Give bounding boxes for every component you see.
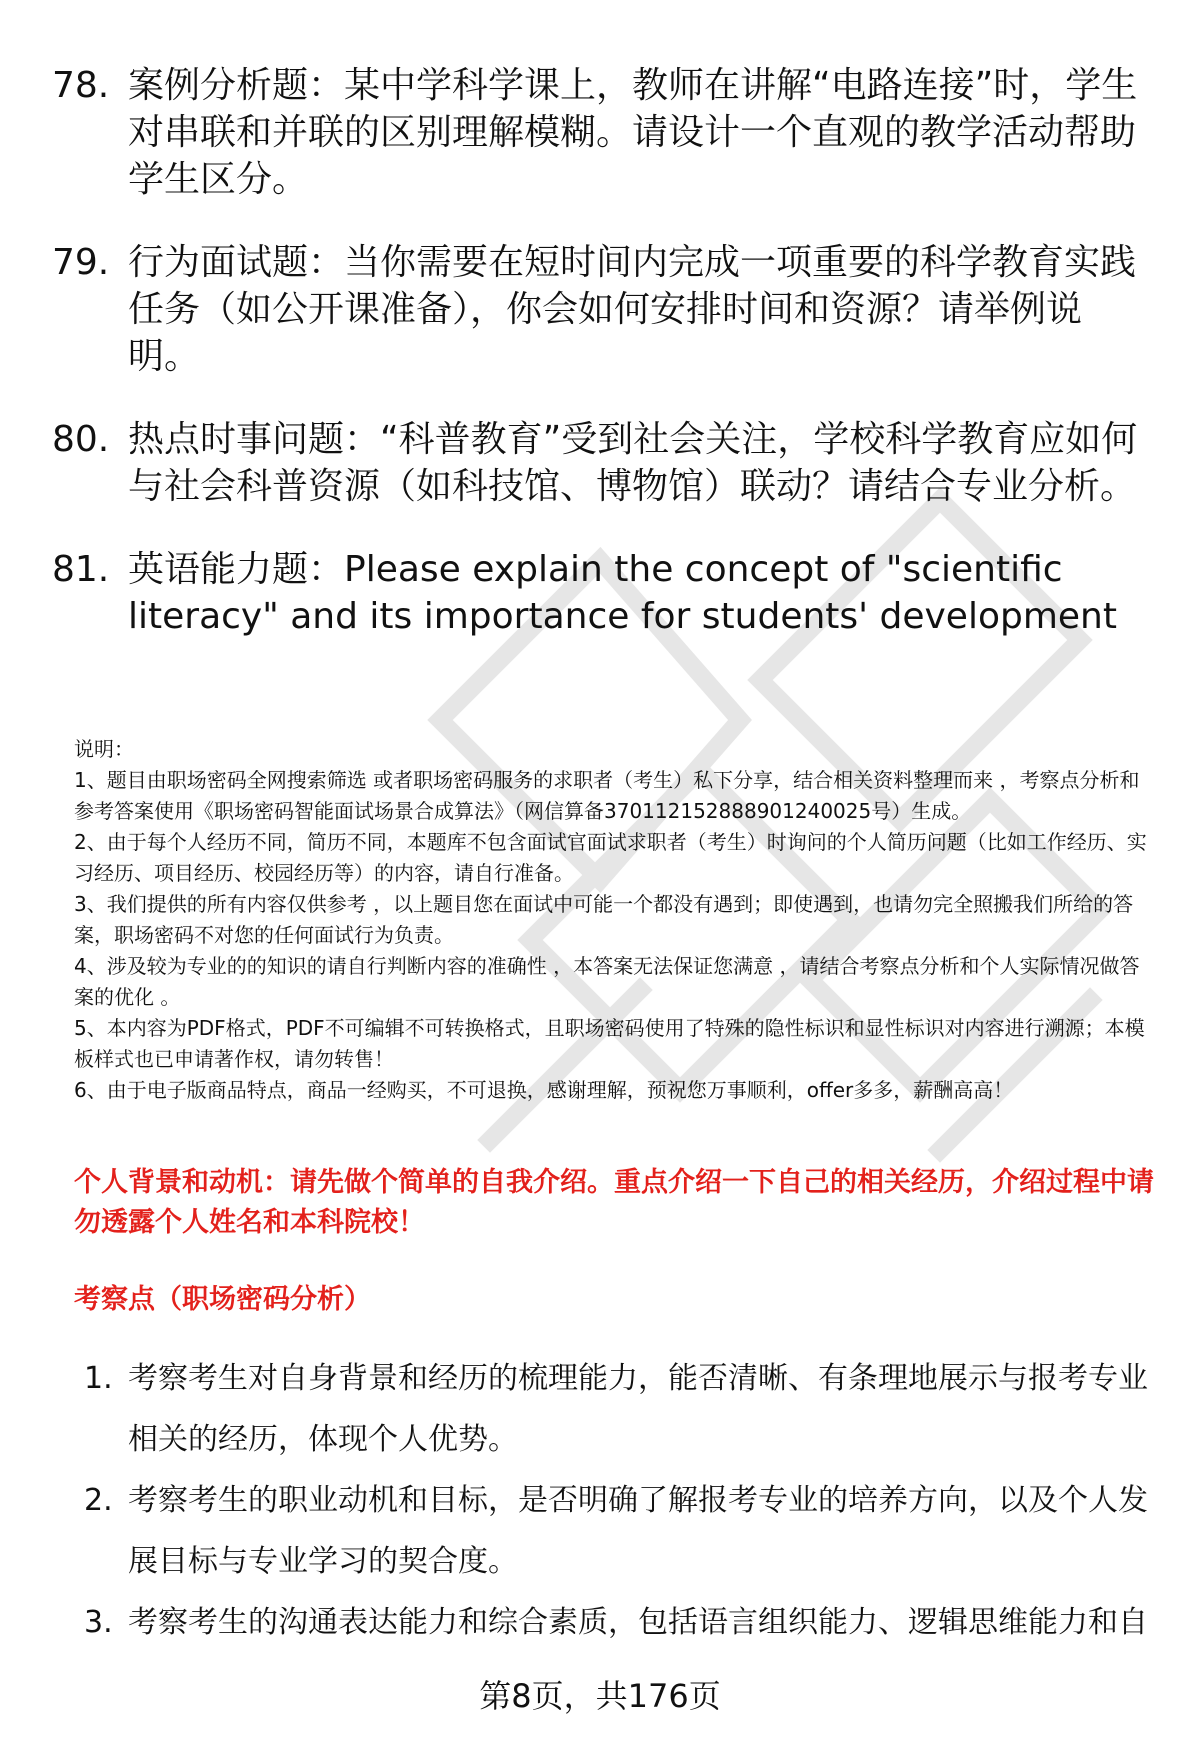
analysis-points — [84, 1348, 1154, 1653]
note-item: 5、本内容为PDF格式，PDF不可编辑不可转换格式，且职场密码使用了特殊的隐性标识和显性标识对内容进行溯源；本模板样式也已申请著作权，请勿转售！ — [74, 1016, 1145, 1071]
note-item: 3、我们提供的所有内容仅供参考 ，以上题目您在面试中可能一个都没有遇到；即使遇到，也请勿完全照搬我们所给的答案，职场密码不对您的任何面试行为负责。 — [74, 892, 1134, 947]
question-text: 热点时事问题：“科普教育”受到社会关注，学校科学教育应如何与社会科普资源（如科技馆、博物馆）联动？请结合专业分析。 — [128, 419, 1138, 507]
point-number: 2. — [84, 1483, 113, 1518]
note-item: 6、由于电子版商品特点，商品一经购买，不可退换，感谢理解，预祝您万事顺利，offer多多，薪酬高高！ — [74, 1078, 1014, 1102]
question-79 — [52, 239, 1152, 380]
analysis-point — [84, 1348, 1154, 1470]
notes-heading: 说明： — [74, 737, 134, 761]
question-81 — [52, 546, 1152, 640]
question-text: 英语能力题：Please explain the concept of "scientific literacy" and its importance for students' development — [128, 549, 1117, 637]
section-title: 考察点（职场密码分析） — [74, 1284, 371, 1315]
point-number: 1. — [84, 1361, 113, 1396]
analysis-point — [84, 1592, 1154, 1653]
point-number: 3. — [84, 1605, 113, 1640]
point-text: 考察考生对自身背景和经历的梳理能力，能否清晰、有条理地展示与报考专业相关的经历，体现个人优势。 — [128, 1361, 1148, 1457]
page-footer: 第8页，共176页 — [479, 1677, 721, 1715]
point-text: 考察考生的沟通表达能力和综合素质，包括语言组织能力、逻辑思维能力和自 — [128, 1605, 1148, 1640]
disclaimer-notes — [74, 734, 1154, 1106]
highlight-question: 个人背景和动机：请先做个简单的自我介绍。重点介绍一下自己的相关经历，介绍过程中请勿透露个人姓名和本科院校！ — [74, 1167, 1154, 1238]
question-text: 案例分析题：某中学科学课上，教师在讲解“电路连接”时，学生对串联和并联的区别理解模糊。请设计一个直观的教学活动帮助学生区分。 — [128, 65, 1138, 200]
analysis-point — [84, 1470, 1154, 1592]
point-text: 考察考生的职业动机和目标，是否明确了解报考专业的培养方向，以及个人发展目标与专业学习的契合度。 — [128, 1483, 1148, 1579]
question-78 — [52, 62, 1152, 203]
question-number: 81. — [52, 549, 110, 590]
note-item: 4、涉及较为专业的的知识的请自行判断内容的准确性 ，本答案无法保证您满意 ，请结合考察点分析和个人实际情况做答案的优化 。 — [74, 954, 1140, 1009]
question-number: 80. — [52, 419, 110, 460]
note-item: 1、题目由职场密码全网搜索筛选 或者职场密码服务的求职者（考生）私下分享，结合相关资料整理而来 ，考察点分析和参考答案使用《职场密码智能面试场景合成算法》（网信算备370112152888901240025号）生成。 — [74, 768, 1140, 823]
question-number: 79. — [52, 242, 110, 283]
question-80 — [52, 416, 1152, 510]
question-number: 78. — [52, 65, 110, 106]
question-text: 行为面试题：当你需要在短时间内完成一项重要的科学教育实践任务（如公开课准备），你会如何安排时间和资源？请举例说明。 — [128, 242, 1137, 377]
note-item: 2、由于每个人经历不同，简历不同，本题库不包含面试官面试求职者（考生）时询问的个人简历问题（比如工作经历、实习经历、项目经历、校园经历等）的内容，请自行准备。 — [74, 830, 1147, 885]
question-list — [52, 62, 1152, 676]
